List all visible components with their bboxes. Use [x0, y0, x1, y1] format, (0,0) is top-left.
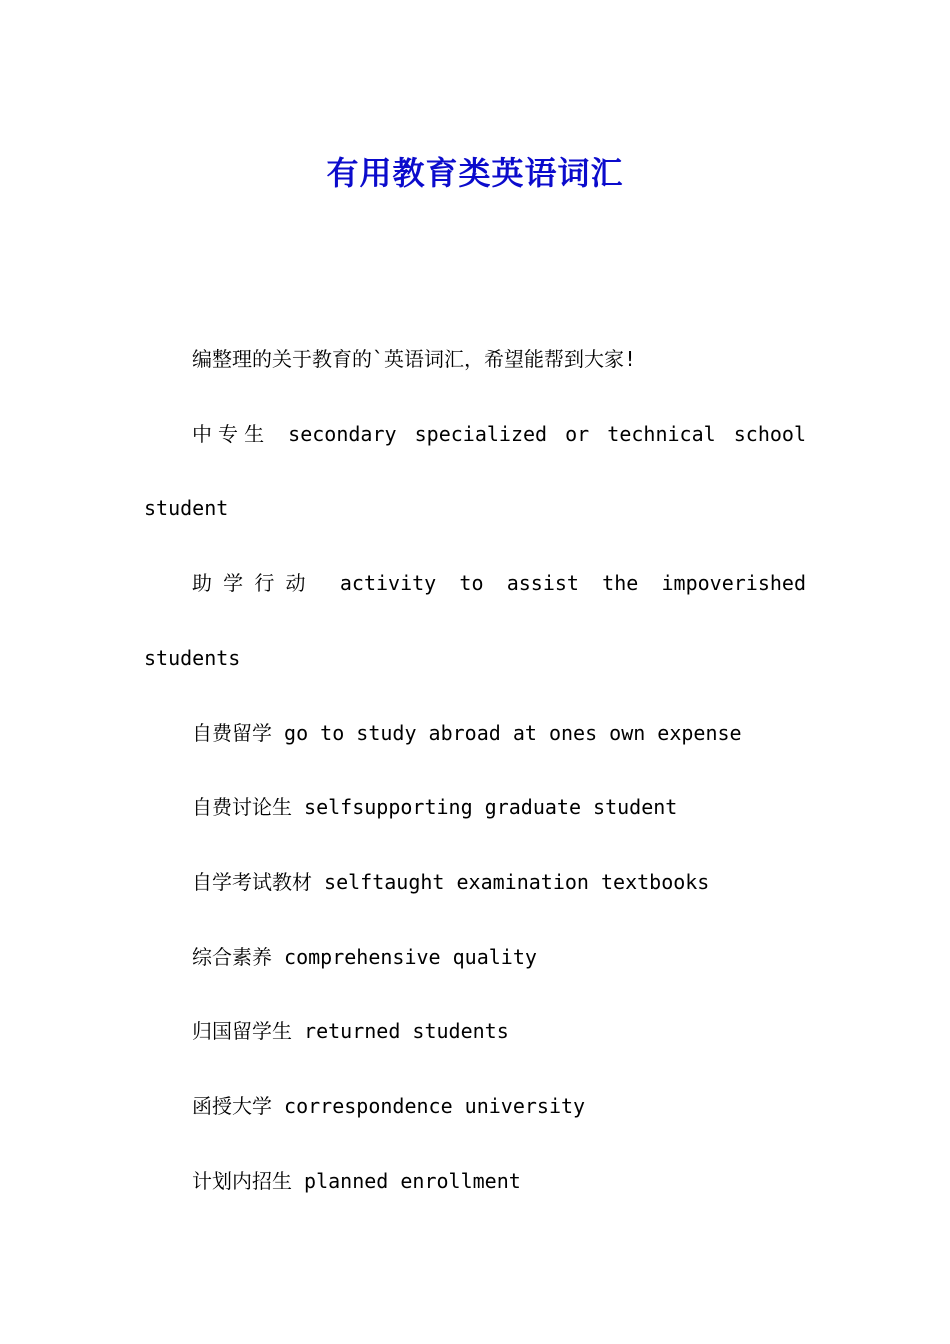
vocab-entry: 自费留学 go to study abroad at ones own expense [192, 720, 742, 745]
vocab-entry: 归国留学生 returned students [192, 1019, 509, 1044]
vocab-entry: 中专生 secondary specialized or technical school student [144, 421, 806, 521]
vocab-entry: 助学行动 activity to assist the impoverished students [144, 571, 806, 670]
vocab-entry: 函授大学 correspondence university [192, 1094, 586, 1119]
vocab-entry: 自学考试教材 selftaught examination textbooks [192, 869, 710, 894]
vocab-entry: 综合素养 comprehensive quality [192, 944, 537, 969]
vocab-entry: 自费讨论生 selfsupporting graduate student [192, 795, 678, 820]
vocab-entry: 计划内招生 planned enrollment [192, 1168, 521, 1193]
document-title: 有用教育类英语词汇 [326, 154, 624, 193]
document-body [144, 322, 806, 1218]
intro-paragraph: 编整理的关于教育的`英语词汇，希望能帮到大家! [192, 347, 637, 371]
